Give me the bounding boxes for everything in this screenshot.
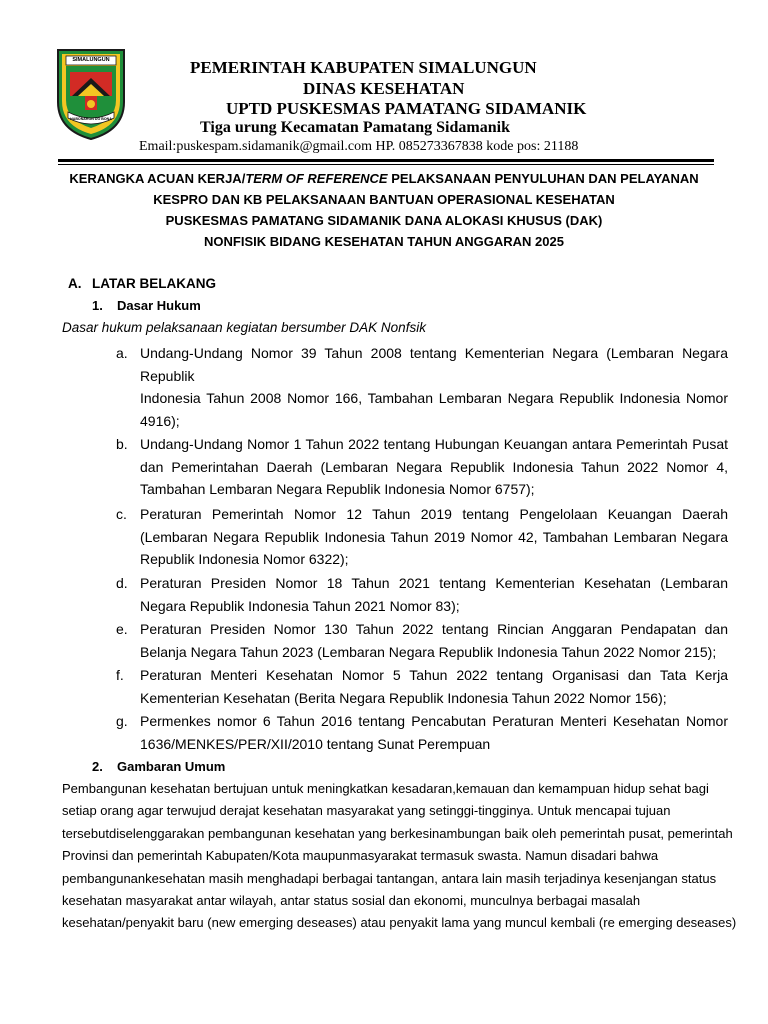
law-item-marker: c.: [116, 506, 127, 522]
law-item-text-continued: Indonesia Tahun 2008 Nomor 166, Tambahan Lembaran Negara Republik Indonesia Nomor 4916);: [140, 390, 728, 429]
title-part-tor: TERM OF REFERENCE: [245, 171, 388, 186]
title-part-a: KERANGKA ACUAN KERJA/: [69, 171, 246, 186]
emblem-top-text: SIMALUNGUN: [72, 57, 110, 63]
law-item-g: Permenkes nomor 6 Tahun 2016 tentang Pencabutan Peraturan Menteri Kesehatan Nomor 1636/MENKES/PER/XII/2010 tentang Sunat Perempuan: [140, 713, 728, 752]
agency-name: DINAS KESEHATAN: [303, 79, 465, 98]
law-item-marker: a.: [116, 345, 128, 361]
general-overview-paragraph: Pembangunan kesehatan bertujuan untuk meningkatkan kesadaran,kemauan dan kemampuan hidup sehat bagi setiap orang agar terwujud derajat kesehatan masyarakat yang setinggi-tingginya. Untuk mencapai tujuan tersebutdiselenggarakan pembangunan kesehatan yang berkesinambungan baik oleh pemerintah pusat, pemerintah Provinsi dan pemerintah Kabupaten/Kota maupunmasyarakat termasuk swasta. Namun disadari bahwa pembangunankesehatan masih menghadapi berbagai tantangan, antara lain masih terjadinya kesenjangan status kesehatan masyarakat antar wilayah, antar status sosial dan ekonomi, munculnya berbagai masalah kesehatan/penyakit baru (new emerging deseases) atau penyakit lama yang muncul kembali (re emerging deseases): [62, 781, 737, 931]
document-title-line-1: [40, 171, 728, 186]
document-title-line-3: PUSKESMAS PAMATANG SIDAMANIK DANA ALOKASI KHUSUS (DAK): [165, 213, 603, 228]
regency-emblem: [52, 44, 130, 142]
title-part-c: PELAKSANAAN PENYULUHAN DAN PELAYANAN: [387, 171, 699, 186]
legal-basis-intro: Dasar hukum pelaksanaan kegiatan bersumber DAK Nonfsik: [62, 320, 426, 335]
law-item-d: Peraturan Presiden Nomor 18 Tahun 2021 tentang Kementerian Kesehatan (Lembaran Negara Republik Indonesia Tahun 2021 Nomor 83);: [140, 575, 728, 614]
letterhead-divider-thick: [58, 159, 714, 162]
law-item-marker: f.: [116, 667, 124, 683]
office-address: Tiga urung Kecamatan Pamatang Sidamanik: [200, 119, 510, 136]
contact-info: Email:puskespam.sidamanik@gmail.com HP. 085273367838 kode pos: 21188: [139, 139, 579, 154]
law-item-b: Undang-Undang Nomor 1 Tahun 2022 tentang Hubungan Keuangan antara Pemerintah Pusat dan Pemerintahan Daerah (Lembaran Negara Republik Indonesia Tahun 2022 Nomor 4, Tambahan Lembaran Negara Republik Indonesia Nomor 6757);: [140, 436, 728, 498]
emblem-motto-text: HABONARON DO BONA: [70, 117, 112, 121]
law-item-marker: d.: [116, 575, 128, 591]
law-item-e: Peraturan Presiden Nomor 130 Tahun 2022 tentang Rincian Anggaran Pendapatan dan Belanja Negara Tahun 2023 (Lembaran Negara Republik Indonesia Tahun 2022 Nomor 215);: [140, 621, 728, 660]
sub2-heading: Gambaran Umum: [117, 759, 226, 774]
law-item-text: Undang-Undang Nomor 39 Tahun 2008 tentang Kementerian Negara (Lembaran Negara Republik: [140, 345, 728, 384]
document-title-line-4: NONFISIK BIDANG KESEHATAN TAHUN ANGGARAN 2025: [204, 234, 564, 249]
sub2-marker: 2.: [92, 759, 103, 774]
sub1-heading: Dasar Hukum: [117, 298, 201, 313]
law-item-marker: e.: [116, 621, 128, 637]
document-title-line-2: KESPRO DAN KB PELAKSANAAN BANTUAN OPERASIONAL KESEHATAN: [153, 192, 615, 207]
law-item-f: Peraturan Menteri Kesehatan Nomor 5 Tahun 2022 tentang Organisasi dan Tata Kerja Kementerian Kesehatan (Berita Negara Republik Indonesia Tahun 2022 Nomor 156);: [140, 667, 728, 706]
law-item-marker: g.: [116, 713, 128, 729]
section-a-heading: LATAR BELAKANG: [92, 276, 216, 291]
government-name: PEMERINTAH KABUPATEN SIMALUNGUN: [190, 58, 537, 77]
letterhead-divider-thin: [58, 164, 714, 165]
unit-name: UPTD PUSKESMAS PAMATANG SIDAMANIK: [226, 99, 587, 118]
law-item-c: Peraturan Pemerintah Nomor 12 Tahun 2019 tentang Pengelolaan Keuangan Daerah (Lembaran Negara Republik Indonesia Tahun 2019 Nomor 42, Tambahan Lembaran Negara Republik Indonesia Nomor 6322);: [140, 506, 728, 568]
law-item-marker: b.: [116, 436, 128, 452]
law-item-a: [140, 342, 728, 432]
section-a-marker: A.: [68, 276, 82, 291]
sub1-marker: 1.: [92, 298, 103, 313]
